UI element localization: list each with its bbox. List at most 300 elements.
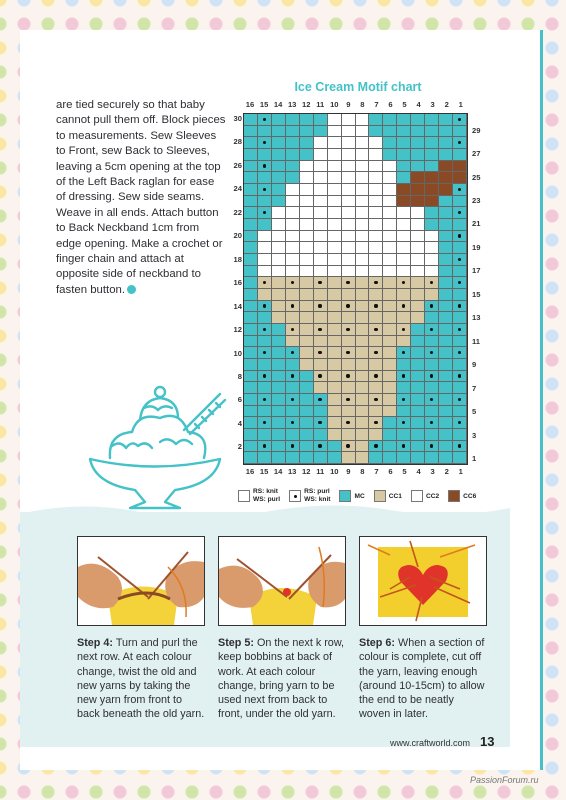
chart-cell [300, 172, 314, 184]
chart-cell [453, 254, 467, 266]
chart-cell [356, 231, 370, 243]
chart-cell [328, 371, 342, 383]
chart-cell [397, 277, 411, 289]
row-number: 12 [233, 325, 242, 335]
chart-cell [383, 137, 397, 149]
page-number: 13 [480, 734, 495, 749]
chart-cell [411, 441, 425, 453]
column-number: 12 [301, 100, 311, 109]
chart-cell [328, 254, 342, 266]
chart-cell [272, 289, 286, 301]
chart-cell [411, 254, 425, 266]
chart-cell [244, 114, 258, 126]
chart-cell [383, 359, 397, 371]
chart-cell [453, 172, 467, 184]
chart-cell [453, 266, 467, 278]
instruction-text [56, 98, 226, 298]
chart-cell [244, 429, 258, 441]
chart-cell [328, 347, 342, 359]
chart-cell [342, 114, 356, 126]
chart-cell [342, 254, 356, 266]
chart-cell [328, 429, 342, 441]
chart-cell [328, 382, 342, 394]
chart-cell [258, 161, 272, 173]
chart-cell [286, 254, 300, 266]
step-6-text: When a section of colour is complete, cut off the yarn, leaving enough (around 10-15cm) to allow the end to be neatly woven in later. [359, 637, 485, 721]
row-number: 7 [472, 383, 477, 393]
legend-cc2-label: CC2 [425, 492, 440, 500]
chart-cell [244, 324, 258, 336]
column-number: 11 [316, 100, 325, 109]
chart-cell [342, 126, 356, 138]
chart-cell [300, 126, 314, 138]
chart-cell [356, 429, 370, 441]
chart-cell [272, 172, 286, 184]
chart-cell [411, 137, 425, 149]
chart-cell [314, 242, 328, 254]
chart-cell [356, 406, 370, 418]
step-4-label: Step 4: [77, 637, 113, 649]
chart-cell [286, 231, 300, 243]
row-number: 26 [233, 160, 242, 170]
chart-cell [286, 347, 300, 359]
chart-cell [397, 254, 411, 266]
chart-cell [439, 394, 453, 406]
chart-cell [383, 406, 397, 418]
chart-cell [453, 324, 467, 336]
wave-divider [20, 500, 510, 526]
chart-cell [314, 254, 328, 266]
chart-cell [328, 289, 342, 301]
row-number: 17 [472, 266, 481, 276]
chart-cell [314, 347, 328, 359]
chart-cell [342, 441, 356, 453]
chart-cell [286, 114, 300, 126]
chart-cell [258, 394, 272, 406]
chart-cell [425, 149, 439, 161]
chart-cell [425, 114, 439, 126]
chart-cell [300, 277, 314, 289]
chart-cell [328, 417, 342, 429]
chart-cell [314, 382, 328, 394]
column-number: 15 [259, 100, 269, 109]
chart-cell [342, 359, 356, 371]
chart-cell [383, 324, 397, 336]
chart-cell [383, 312, 397, 324]
chart-cell [383, 149, 397, 161]
chart-cell [369, 266, 383, 278]
column-number: 7 [374, 467, 379, 476]
chart-cell [369, 161, 383, 173]
chart-cell [300, 359, 314, 371]
chart-cell [300, 371, 314, 383]
chart-cell [300, 242, 314, 254]
chart-cell [439, 231, 453, 243]
chart-cell [411, 207, 425, 219]
chart-cell [356, 277, 370, 289]
chart-cell [342, 382, 356, 394]
chart-cell [453, 441, 467, 453]
chart-cell [453, 231, 467, 243]
row-number: 16 [233, 278, 242, 288]
chart-cell [328, 452, 342, 464]
chart-cell [453, 452, 467, 464]
chart-cell [369, 219, 383, 231]
chart-cell [411, 429, 425, 441]
chart-cell [425, 347, 439, 359]
row-number: 28 [233, 137, 242, 147]
chart-cell [425, 429, 439, 441]
chart-cell [328, 277, 342, 289]
column-number: 3 [430, 467, 435, 476]
chart-cell [369, 382, 383, 394]
chart-cell [439, 207, 453, 219]
chart-cell [342, 231, 356, 243]
chart-cell [300, 184, 314, 196]
chart-cell [439, 371, 453, 383]
chart-cell [453, 336, 467, 348]
chart-cell [383, 301, 397, 313]
chart-cell [356, 114, 370, 126]
chart-cell [369, 254, 383, 266]
chart-cell [453, 114, 467, 126]
chart-cell [300, 429, 314, 441]
chart-cell [383, 429, 397, 441]
chart-cell [342, 336, 356, 348]
chart-cell [369, 441, 383, 453]
row-number: 20 [233, 231, 242, 241]
chart-cell [425, 417, 439, 429]
chart-cell [300, 196, 314, 208]
chart-cell [397, 137, 411, 149]
chart-cell [397, 429, 411, 441]
chart-cell [439, 196, 453, 208]
chart-cell [300, 149, 314, 161]
watermark: PassionForum.ru [470, 775, 539, 785]
chart-cell [314, 452, 328, 464]
chart-cell [411, 196, 425, 208]
row-number: 23 [472, 196, 481, 205]
chart-cell [397, 394, 411, 406]
chart-cell [244, 336, 258, 348]
chart-cell [272, 336, 286, 348]
chart-cell [356, 417, 370, 429]
chart-cell [244, 301, 258, 313]
chart-cell [286, 371, 300, 383]
chart-cell [300, 324, 314, 336]
chart-cell [286, 137, 300, 149]
chart-cell [258, 324, 272, 336]
chart-cell [244, 347, 258, 359]
column-number: 16 [245, 467, 255, 476]
chart-cell [314, 196, 328, 208]
chart-cell [244, 219, 258, 231]
chart-cell [439, 441, 453, 453]
chart-cell [397, 266, 411, 278]
chart-cell [258, 289, 272, 301]
column-number: 13 [287, 100, 297, 109]
chart-cell [342, 149, 356, 161]
chart-cell [397, 149, 411, 161]
chart-cell [258, 441, 272, 453]
chart-cell [342, 184, 356, 196]
chart-cell [439, 289, 453, 301]
chart-cell [356, 347, 370, 359]
chart-cell [453, 417, 467, 429]
chart-cell [244, 184, 258, 196]
chart-cell [439, 347, 453, 359]
chart-cell [439, 126, 453, 138]
chart-cell [397, 336, 411, 348]
chart-cell [411, 266, 425, 278]
chart-cell [314, 277, 328, 289]
chart-cell [342, 289, 356, 301]
column-number: 2 [444, 100, 449, 109]
row-number: 24 [233, 184, 242, 194]
chart-cell [383, 196, 397, 208]
chart-cell [342, 242, 356, 254]
chart-cell [314, 207, 328, 219]
chart-cell [328, 149, 342, 161]
chart-cell [342, 301, 356, 313]
chart-cell [258, 301, 272, 313]
chart-cell [453, 394, 467, 406]
legend-cc1-label: CC1 [388, 492, 402, 500]
chart-cell [272, 394, 286, 406]
chart-cell [453, 382, 467, 394]
chart-cell [411, 242, 425, 254]
chart-cell [314, 266, 328, 278]
chart-cell [258, 429, 272, 441]
column-number: 16 [245, 100, 255, 109]
chart-cell [425, 289, 439, 301]
chart-cell [397, 324, 411, 336]
chart-cell [244, 441, 258, 453]
chart-cell [369, 312, 383, 324]
column-number: 10 [330, 100, 339, 109]
chart-cell [411, 312, 425, 324]
row-number: 19 [472, 242, 481, 252]
chart-cell [453, 126, 467, 138]
chart-cell [369, 406, 383, 418]
chart-cell [383, 441, 397, 453]
chart-cell [314, 324, 328, 336]
chart-cell [286, 429, 300, 441]
chart-cell [314, 406, 328, 418]
chart-cell [342, 324, 356, 336]
legend-knit-ws: WS: purl [253, 496, 281, 503]
chart-cell [369, 429, 383, 441]
chart-cell [356, 359, 370, 371]
column-number: 2 [444, 467, 449, 476]
chart-cell [314, 301, 328, 313]
chart-cell [425, 254, 439, 266]
chart-cell [369, 452, 383, 464]
chart-cell [300, 137, 314, 149]
chart-cell [286, 126, 300, 138]
chart-cell [356, 382, 370, 394]
chart-cell [425, 382, 439, 394]
column-number: 6 [388, 100, 393, 109]
column-number: 1 [458, 100, 463, 109]
chart-cell [244, 231, 258, 243]
chart-cell [356, 219, 370, 231]
chart-cell [369, 231, 383, 243]
chart-cell [314, 441, 328, 453]
chart-cell [439, 382, 453, 394]
chart-cell [286, 289, 300, 301]
chart-cell [328, 336, 342, 348]
chart-cell [356, 196, 370, 208]
chart-cell [286, 417, 300, 429]
chart-cell [258, 417, 272, 429]
chart-cell [439, 266, 453, 278]
chart-cell [369, 324, 383, 336]
chart-cell [342, 196, 356, 208]
chart-cell [244, 172, 258, 184]
chart-cell [300, 441, 314, 453]
chart-cell [328, 406, 342, 418]
column-number: 14 [273, 100, 283, 109]
chart-cell [411, 382, 425, 394]
chart-cell [244, 359, 258, 371]
column-number: 5 [402, 467, 407, 476]
chart-cell [286, 207, 300, 219]
chart-cell [425, 406, 439, 418]
chart-cell [286, 172, 300, 184]
step-5-text: On the next k row, keep bobbins at back of work. At each colour change, bring yarn to be used next from back to front, under the old yarn. [218, 637, 345, 721]
chart-cell [286, 452, 300, 464]
chart-cell [272, 207, 286, 219]
chart-cell [328, 441, 342, 453]
chart-cell [244, 149, 258, 161]
chart-cell [244, 242, 258, 254]
chart-cell [328, 242, 342, 254]
chart-cell [439, 254, 453, 266]
chart-cell [411, 301, 425, 313]
chart-cell [244, 207, 258, 219]
chart-cell [411, 371, 425, 383]
chart-cell [300, 301, 314, 313]
chart-cell [383, 161, 397, 173]
chart-cell [300, 161, 314, 173]
chart-cell [258, 231, 272, 243]
chart-cell [328, 207, 342, 219]
chart-cell [300, 312, 314, 324]
row-number: 25 [472, 172, 481, 182]
chart-cell [453, 277, 467, 289]
chart-cell [453, 196, 467, 208]
chart-cell [300, 289, 314, 301]
chart-cell [342, 312, 356, 324]
chart-cell [383, 371, 397, 383]
chart-cell [300, 417, 314, 429]
chart-cell [425, 231, 439, 243]
chart-cell [286, 301, 300, 313]
chart-cell [258, 359, 272, 371]
row-numbers-left [224, 113, 242, 465]
chart-cell [244, 196, 258, 208]
chart-cell [300, 231, 314, 243]
chart-cell [439, 184, 453, 196]
column-number: 12 [301, 467, 311, 476]
chart-cell [411, 347, 425, 359]
chart-cell [425, 207, 439, 219]
chart-cell [314, 219, 328, 231]
chart-cell [286, 219, 300, 231]
column-numbers-bottom [243, 467, 468, 476]
chart-cell [328, 266, 342, 278]
column-number: 4 [416, 467, 421, 476]
chart-cell [286, 266, 300, 278]
chart-cell [328, 394, 342, 406]
chart-cell [258, 382, 272, 394]
legend-knit-rs: RS: knit [253, 488, 278, 495]
chart-cell [411, 359, 425, 371]
chart-cell [425, 394, 439, 406]
chart-cell [244, 277, 258, 289]
chart-cell [425, 172, 439, 184]
chart-cell [272, 196, 286, 208]
chart-cell [439, 452, 453, 464]
chart-cell [425, 196, 439, 208]
chart-cell [356, 126, 370, 138]
chart-cell [300, 219, 314, 231]
legend-purl-rs: RS: purl [304, 488, 330, 495]
chart-cell [286, 359, 300, 371]
chart-cell [328, 161, 342, 173]
chart-cell [314, 172, 328, 184]
chart-cell [439, 406, 453, 418]
chart-title: Ice Cream Motif chart [294, 80, 422, 94]
row-number: 21 [472, 219, 481, 229]
chart-cell [258, 196, 272, 208]
chart-cell [383, 231, 397, 243]
chart-cell [272, 149, 286, 161]
chart-cell [453, 359, 467, 371]
chart-cell [411, 231, 425, 243]
row-number: 4 [237, 418, 242, 428]
chart-cell [328, 137, 342, 149]
chart-cell [314, 371, 328, 383]
footer-url: www.craftworld.com [390, 738, 471, 748]
chart-cell [342, 219, 356, 231]
chart-cell [342, 266, 356, 278]
chart-cell [286, 382, 300, 394]
chart-cell [425, 219, 439, 231]
chart-cell [328, 312, 342, 324]
chart-cell [272, 452, 286, 464]
chart-cell [383, 207, 397, 219]
chart-cell [425, 266, 439, 278]
chart-cell [314, 161, 328, 173]
chart-cell [369, 359, 383, 371]
row-number: 10 [233, 348, 242, 358]
chart-cell [356, 301, 370, 313]
chart-cell [314, 394, 328, 406]
chart-cell [453, 301, 467, 313]
chart-cell [272, 161, 286, 173]
instruction-paragraph: are tied securely so that baby cannot pull them off. Block pieces to measurements. Sew Sleeves to Front, sew Back to Sleeves, leaving a 5cm opening at the top of the Left Back raglan for ease of dressing. Sew side seams. Weave in all ends. Attach button to Back Neckband 1cm from edge opening. Make a crochet or finger chain and attach at opposite side of neckband to fasten button. [56, 99, 226, 296]
chart-cell [439, 417, 453, 429]
chart-cell [397, 219, 411, 231]
chart-cell [244, 137, 258, 149]
chart-cell [342, 137, 356, 149]
chart-cell [439, 219, 453, 231]
chart-cell [369, 172, 383, 184]
chart-cell [314, 184, 328, 196]
chart-cell [272, 359, 286, 371]
